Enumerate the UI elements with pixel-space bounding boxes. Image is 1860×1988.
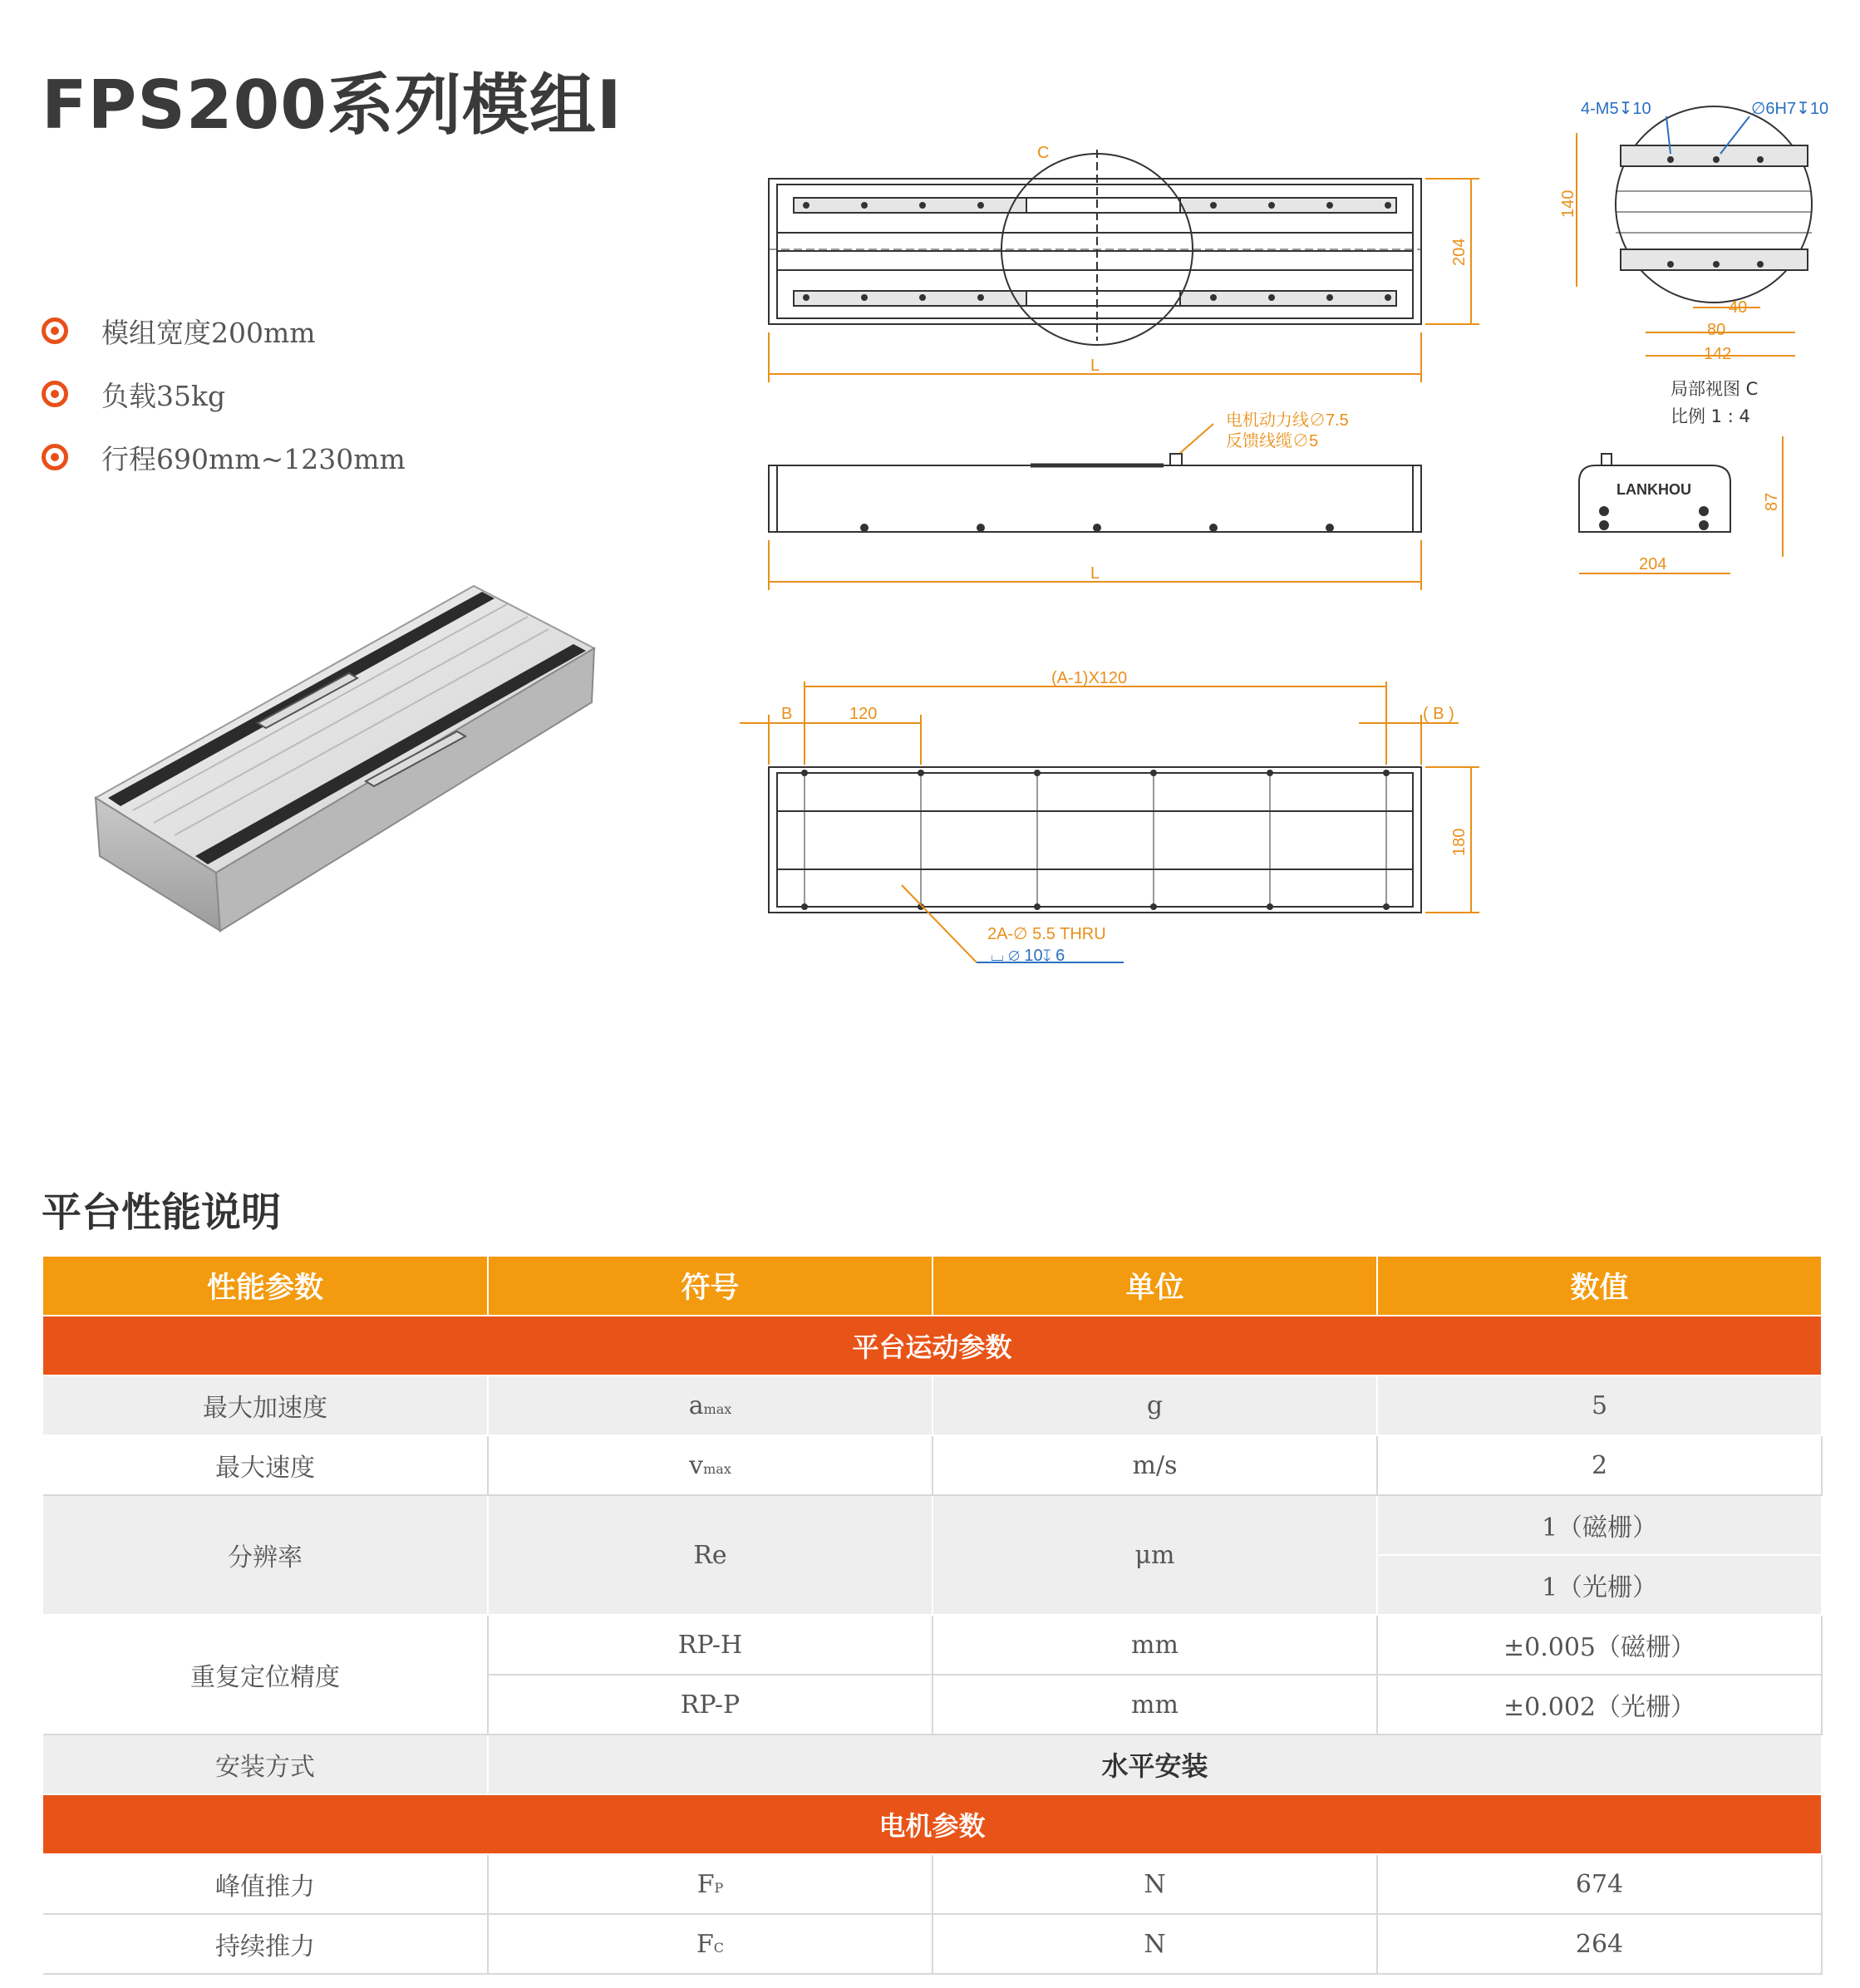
dim-b2: ( B ) [1423, 705, 1454, 723]
cell-symbol: RP-P [488, 1675, 932, 1735]
cell-value: ±0.005（磁栅） [1377, 1615, 1822, 1675]
cell-symbol: Re [488, 1495, 932, 1615]
bottom-view [769, 767, 1421, 913]
hole-left-note: 4-M5↧10 [1581, 100, 1651, 118]
cell-value: ±0.002（光栅） [1377, 1675, 1822, 1735]
dim-180: 180 [1450, 828, 1469, 856]
cell-value: 1（磁栅） [1377, 1495, 1822, 1555]
table-row [43, 1435, 1822, 1495]
dim-204-top: 204 [1450, 238, 1469, 266]
dim-120: 120 [849, 705, 878, 723]
cell-param: 重复定位精度 [43, 1615, 488, 1735]
cell-value: 5 [1377, 1375, 1822, 1435]
table-row [43, 1854, 1822, 1914]
group-row-motor [43, 1794, 1822, 1854]
dim-l-side: L [1090, 564, 1100, 583]
brand-logo: LANKHOU [1616, 481, 1691, 498]
cell-param: 安装方式 [43, 1735, 488, 1794]
side-view [769, 454, 1421, 532]
cell-symbol: FP [488, 1854, 932, 1914]
table-row [43, 1375, 1822, 1435]
spec-table [43, 1257, 1823, 1975]
section-title: 平台性能说明 [42, 1189, 282, 1236]
header-unit: 单位 [932, 1257, 1377, 1316]
cable-power-label: 电机动力线∅7.5 [1226, 411, 1349, 430]
cell-param: 峰值推力 [43, 1854, 488, 1914]
detail-view-c [1616, 106, 1812, 303]
dim-40: 40 [1729, 298, 1748, 317]
dim-80: 80 [1707, 321, 1726, 339]
cell-unit: mm [932, 1675, 1377, 1735]
top-view [769, 150, 1421, 345]
cell-param: 最大速度 [43, 1435, 488, 1495]
feature-text: 行程690mm~1230mm [101, 442, 406, 475]
cell-unit: N [932, 1914, 1377, 1974]
cell-unit: mm [932, 1615, 1377, 1675]
detail-c-label: C [1037, 144, 1050, 162]
cell-value: 674 [1377, 1854, 1822, 1914]
header-param: 性能参数 [43, 1257, 488, 1316]
feature-text: 负载35kg [101, 379, 226, 412]
cell-value: 264 [1377, 1914, 1822, 1974]
table-row [43, 1495, 1822, 1555]
dim-l-top: L [1090, 357, 1100, 375]
group-row-motion [43, 1316, 1822, 1375]
cell-symbol: FC [488, 1914, 932, 1974]
cell-value: 1（光栅） [1377, 1555, 1822, 1615]
cell-value: 水平安装 [488, 1735, 1822, 1794]
dim-204-end: 204 [1639, 555, 1667, 573]
table-row [43, 1735, 1822, 1794]
cell-param: 最大加速度 [43, 1375, 488, 1435]
table-row [43, 1615, 1822, 1675]
header-symbol: 符号 [488, 1257, 932, 1316]
cell-unit: μm [932, 1495, 1377, 1615]
table-header-row [43, 1257, 1822, 1316]
counterbore-note: ⌴ ∅ 10↧ 6 [991, 947, 1065, 965]
cell-param: 分辨率 [43, 1495, 488, 1615]
cell-unit: N [932, 1854, 1377, 1914]
dim-140: 140 [1559, 189, 1577, 218]
group-label: 电机参数 [43, 1794, 1822, 1854]
cell-unit: m/s [932, 1435, 1377, 1495]
feature-text: 模组宽度200mm [101, 316, 316, 349]
cell-unit: g [932, 1375, 1377, 1435]
header-value: 数值 [1377, 1257, 1822, 1316]
cell-symbol: vmax [488, 1435, 932, 1495]
cell-value: 2 [1377, 1435, 1822, 1495]
dim-b: B [781, 705, 793, 723]
group-label: 平台运动参数 [43, 1316, 1822, 1375]
cell-param: 持续推力 [43, 1914, 488, 1974]
detail-scale: 比例 1 : 4 [1671, 406, 1750, 426]
page-title: FPS200系列模组Ⅰ [42, 66, 622, 144]
cell-symbol: amax [488, 1375, 932, 1435]
dim-142: 142 [1704, 345, 1732, 363]
hole-note: 2A-∅ 5.5 THRU [987, 925, 1106, 943]
cell-symbol: RP-H [488, 1615, 932, 1675]
cable-feedback-label: 反馈线缆∅5 [1226, 432, 1319, 450]
hole-right-note: ∅6H7↧10 [1751, 100, 1829, 118]
dim-87: 87 [1763, 492, 1781, 511]
table-row [43, 1914, 1822, 1974]
dim-pitch: (A-1)X120 [1051, 669, 1128, 687]
detail-caption: 局部视图 C [1671, 379, 1759, 399]
